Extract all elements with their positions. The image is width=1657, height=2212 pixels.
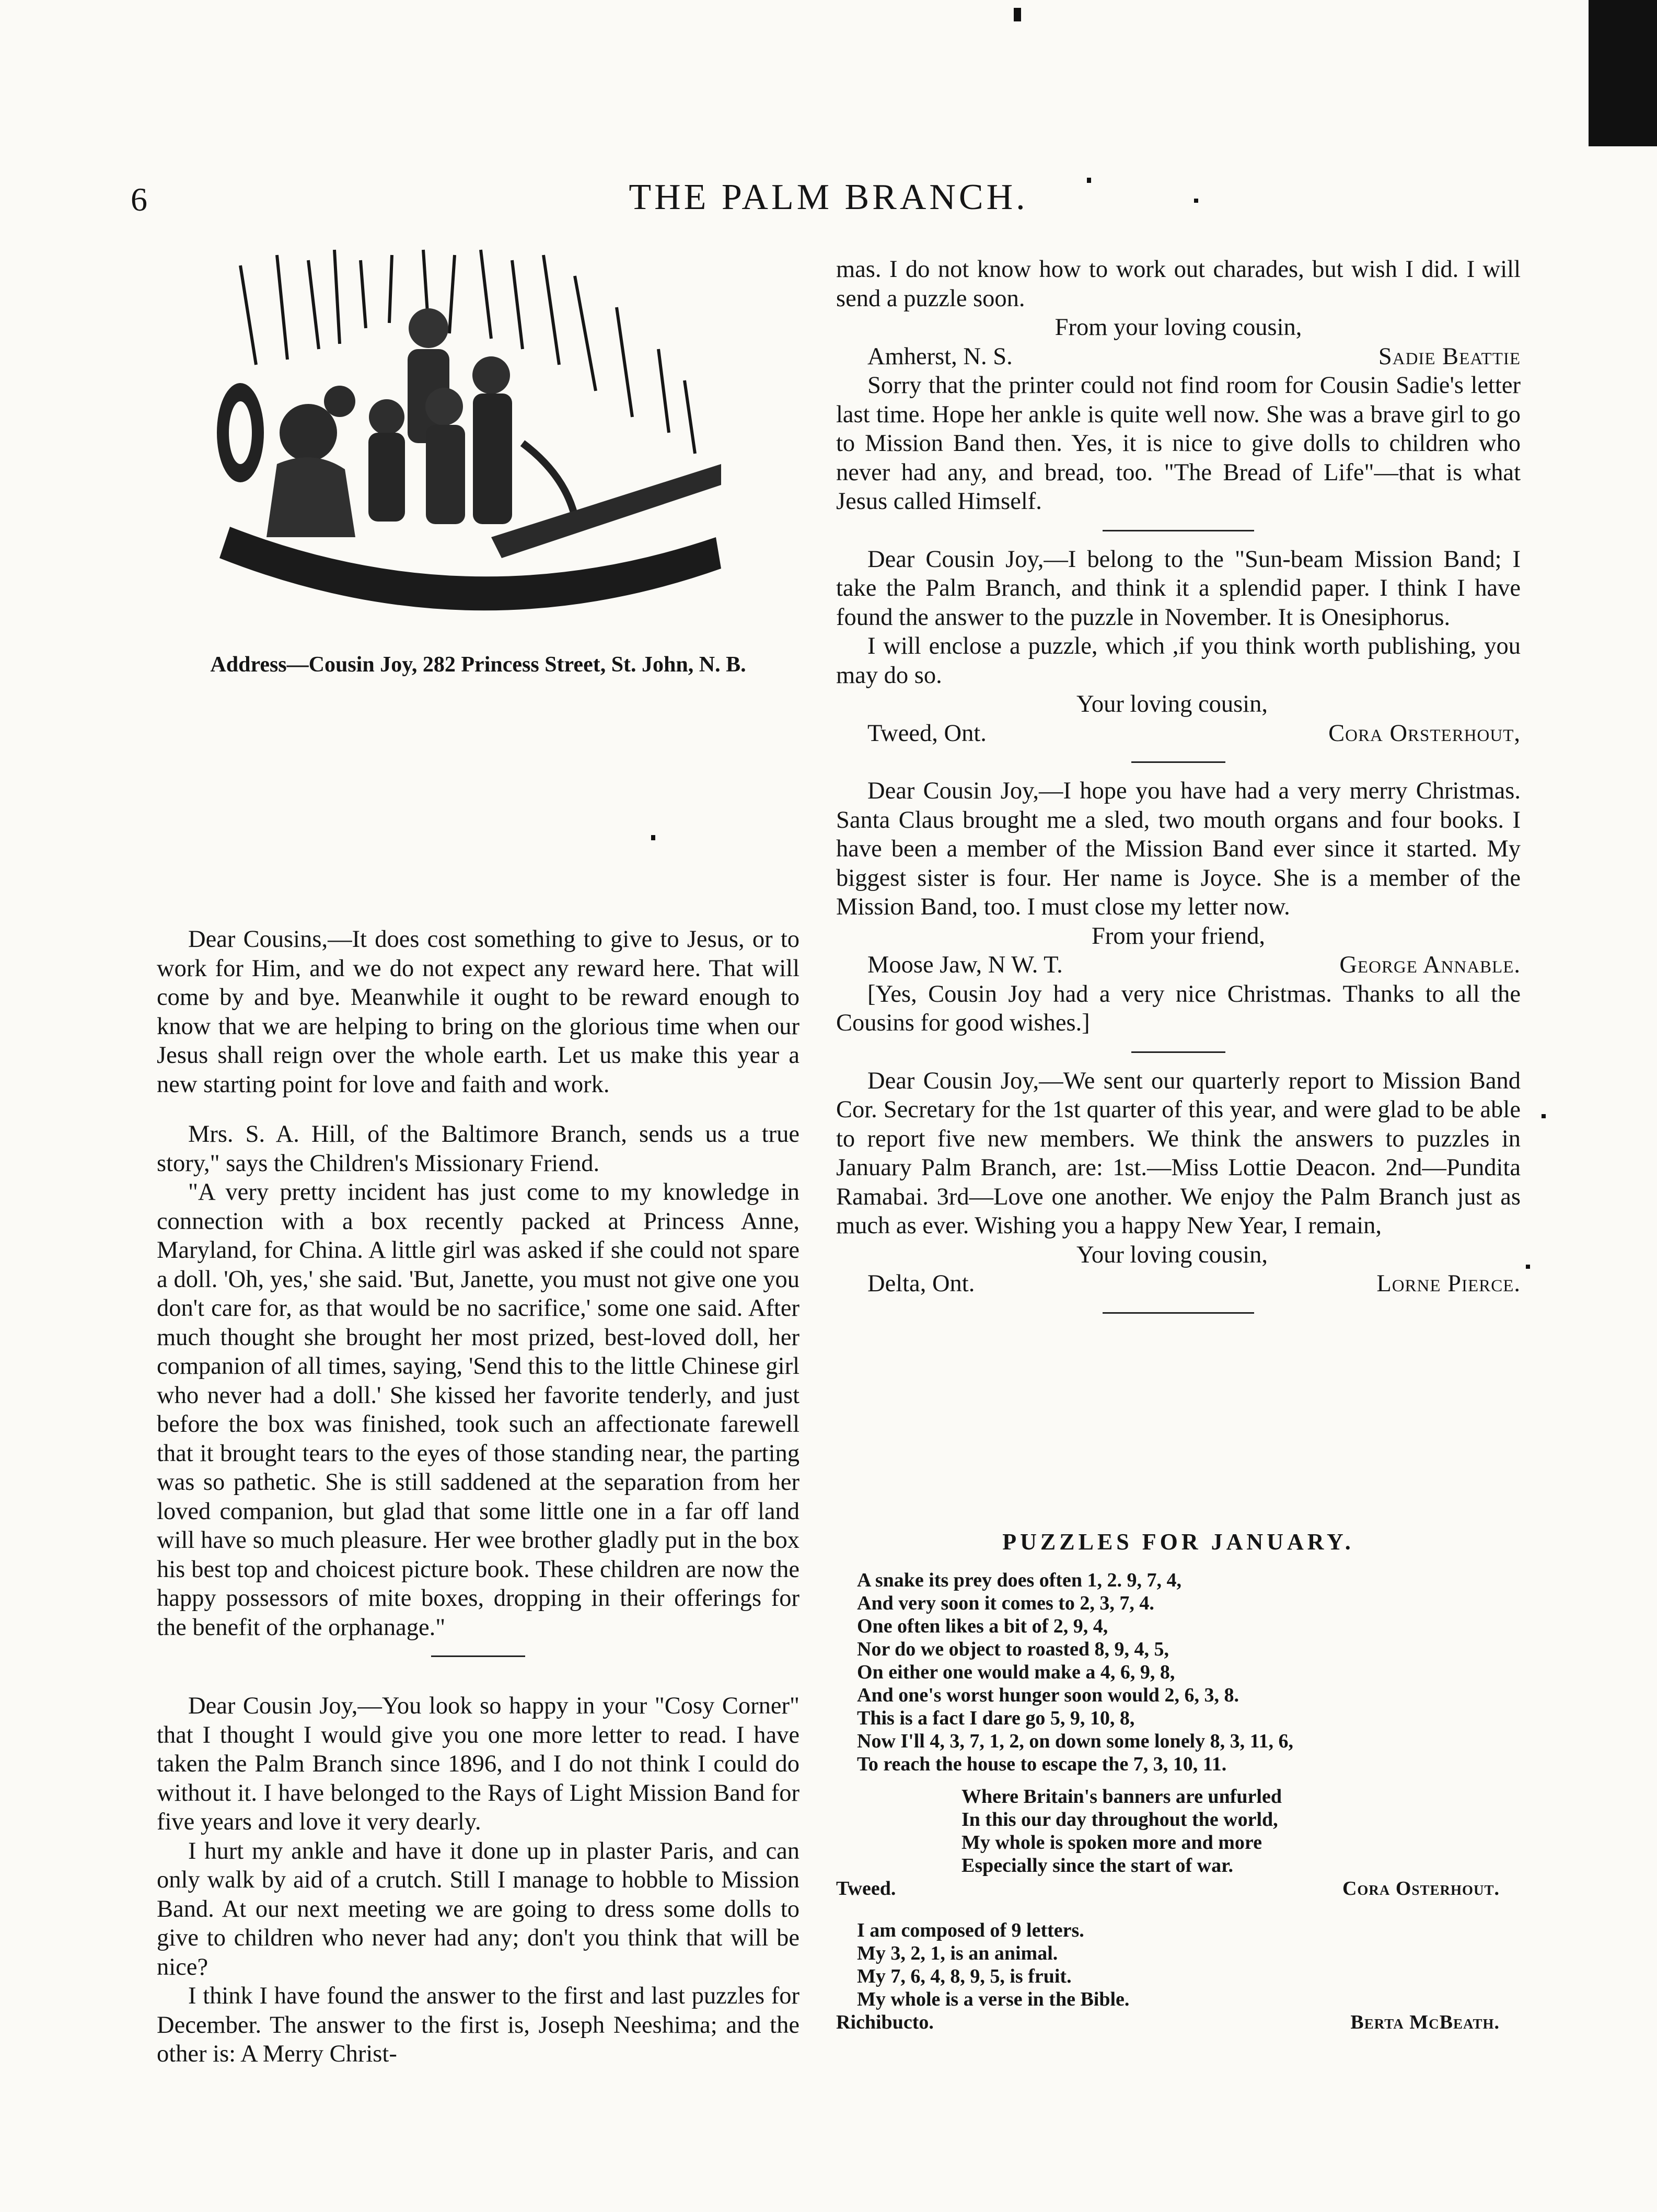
puzzle-verse-line: In this our day throughout the world, [961, 1809, 1278, 1831]
george-letter: Dear Cousin Joy,—I hope you have had a very merry Christmas. Santa Claus brought me a sled, two mouth organs and four books. I have been a member of the Mission Band ever since it started. My biggest sister is four. Her name is Joyce. She is a member of the Mission Band, too. I must close my letter now. [836, 778, 1521, 920]
address-caption: Address—Cousin Joy, 282 Princess Street, St. John, N. B. [210, 653, 746, 677]
puzzle-line: Now I'll 4, 3, 7, 1, 2, on down some lonely 8, 3, 11, 6, [857, 1730, 1294, 1752]
puzzle-line: On either one would make a 4, 6, 9, 8, [857, 1661, 1175, 1683]
masthead-title: THE PALM BRANCH. [629, 177, 1028, 217]
signature-name: Cora Osterhout. [1342, 1878, 1500, 1900]
signature-place: Delta, Ont. [867, 1270, 975, 1297]
story-body: "A very pretty incident has just come to my knowledge in connection with a box recently packed at Princess Anne, Maryland, for China. A little girl was asked if she could not spare a doll. 'Oh, yes,' she said. 'But, Janette, you must not give one you don't care for, as that would be no sacrifice,' some one said. After much thought she brought her most prized, best-loved doll, her companion of all times, saying, 'Send this to the little Chinese girl who never had a doll.' She kissed her favorite tenderly, and just before the box was finished, took such an affectionate farewell that it brought tears to the eyes of those standing near, the parting was so pathetic. She is still saddened at the separation from her loved companion, but glad that some little one in a far off land will have so much pleasure. Her wee brother gladly put in the box his best top and choicest picture book. These children are now the happy possessors of mite boxes, dropping in their offerings for the benefit of the orphanage." [157, 1179, 799, 1641]
puzzle2-signature [836, 2011, 1521, 2034]
banner [219, 527, 721, 610]
puzzle-line: My 3, 2, 1, is an animal. [857, 1942, 1058, 1964]
left-column [157, 925, 799, 2069]
george-closing: From your friend, [1092, 922, 1265, 949]
signature-place: Richibucto. [836, 2011, 934, 2033]
signature-name: Lorne Pierce. [1376, 1270, 1521, 1297]
page-number: 6 [131, 181, 147, 218]
scan-speck [651, 835, 655, 840]
puzzle-line: This is a fact I dare go 5, 9, 10, 8, [857, 1707, 1135, 1729]
cora-letter-p2: I will enclose a puzzle, which ,if you think worth publishing, you may do so. [836, 633, 1521, 689]
lorne-signature [836, 1269, 1521, 1299]
sadie-letter-p1: Dear Cousin Joy,—You look so happy in your "Cosy Corner" that I thought I would give you one more letter to read. I have taken the Palm Branch since 1896, and I do not think I could do without it. I have belonged to the Rays of Light Mission Band for five years and love it very dearly. [157, 1693, 799, 1835]
editor-intro: Dear Cousins,—It does cost something to give to Jesus, or to work for Him, and we do not expect any reward here. That will come by and bye. Meanwhile it ought to be reward enough to know that we are helping to bring on the glorious time when our Jesus shall reign over the whole earth. Let us make this year a new starting point for love and faith and work. [157, 926, 799, 1098]
signature-place: Amherst, N. S. [867, 343, 1013, 370]
puzzle-line: And very soon it comes to 2, 3, 7, 4. [857, 1592, 1154, 1614]
puzzle-line: My 7, 6, 4, 8, 9, 5, is fruit. [857, 1965, 1072, 1987]
signature-place: Moose Jaw, N W. T. [867, 952, 1063, 978]
signature-name: Cora Orsterhout, [1328, 720, 1521, 747]
george-signature [836, 951, 1521, 980]
signature-name: Berta McBeath. [1350, 2011, 1500, 2033]
puzzle-line: To reach the house to escape the 7, 3, 10, 11. [857, 1753, 1227, 1775]
scan-speck [1542, 1114, 1546, 1118]
separator-rule [1131, 1051, 1225, 1053]
cosy-corner-illustration [199, 245, 742, 652]
sadie-letter-p3: I think I have found the answer to the first and last puzzles for December. The answer to the first is, Joseph Neeshima; and the other is: A Merry Christ- [157, 1983, 799, 2067]
separator-rule [431, 1655, 525, 1657]
signature-name: George Annable. [1339, 952, 1521, 978]
puzzle-line: I am composed of 9 letters. [857, 1919, 1084, 1941]
sadie-signature [836, 342, 1521, 372]
figure-child [472, 356, 510, 394]
separator-rule [1131, 761, 1225, 763]
scan-mark-top [1014, 8, 1021, 21]
puzzle1-signature [836, 1877, 1521, 1900]
puzzles-title: PUZZLES FOR JANUARY. [1002, 1529, 1354, 1555]
right-column [836, 255, 1521, 1327]
editor-reply: Sorry that the printer could not find room for Cousin Sadie's letter last time. Hope her ankle is quite well now. She was a brave girl to go to Mission Band then. Yes, it is nice to give dolls to children who never had any, and bread, too. "The Bread of Life"—that is what Jesus called Himself. [836, 372, 1521, 515]
figure-child [425, 388, 463, 425]
cora-letter-p1: Dear Cousin Joy,—I belong to the "Sun-beam Mission Band; I take the Palm Branch, and think it a splendid paper. I think I have found the answer to the puzzle in November. It is Onesiphorus. [836, 546, 1521, 631]
puzzle-line: A snake its prey does often 1, 2. 9, 7, 4, [857, 1569, 1182, 1591]
puzzle-verse-line: Especially since the start of war. [961, 1855, 1233, 1877]
puzzle-verse-line: My whole is spoken more and more [961, 1832, 1262, 1854]
puzzle-verse-line: Where Britain's banners are unfurled [961, 1786, 1282, 1808]
figure-child [409, 308, 448, 348]
signature-name: Sadie Beattie [1378, 343, 1521, 370]
editor-reply-george: [Yes, Cousin Joy had a very nice Christmas. Thanks to all the Cousins for good wishes.] [836, 980, 1521, 1036]
sadie-letter-p2: I hurt my ankle and have it done up in plaster Paris, and can only walk by aid of a crutch. Still I manage to hobble to Mission Band. At our next meeting we are going to dress some dolls to give to children who never had any; don't you think that will be nice? [157, 1837, 799, 1981]
sadie-letter-continued: mas. I do not know how to work out charades, but wish I did. I will send a puzzle soon. [836, 256, 1521, 312]
cora-closing: Your loving cousin, [1076, 691, 1268, 717]
cora-signature [836, 719, 1521, 748]
signature-place: Tweed. [836, 1878, 896, 1900]
puzzles-section [836, 1528, 1521, 2034]
figure-woman [280, 404, 337, 461]
puzzle-line: My whole is a verse in the Bible. [857, 1988, 1130, 2010]
sadie-closing: From your loving cousin, [1055, 314, 1302, 341]
lorne-letter: Dear Cousin Joy,—We sent our quarterly report to Mission Band Cor. Secretary for the 1st quarter of this year, and were glad to be able to report five new members. We think the answers to puzzles in January Palm Branch, are: 1st.—Miss Lottie Deacon. 2nd—Pundita Ramabai. 3rd—Love one another. We enjoy the Palm Branch just as much as ever. Wishing you a happy New Year, I remain, [836, 1067, 1521, 1239]
scan-edge-right [1589, 0, 1657, 146]
separator-rule [1103, 1312, 1254, 1314]
puzzle-line: One often likes a bit of 2, 9, 4, [857, 1615, 1108, 1637]
puzzle-line: And one's worst hunger soon would 2, 6, 3, 8. [857, 1684, 1239, 1706]
story-intro: Mrs. S. A. Hill, of the Baltimore Branch, sends us a true story," says the Children's Missionary Friend. [157, 1121, 799, 1177]
puzzle-line: Nor do we object to roasted 8, 9, 4, 5, [857, 1638, 1169, 1660]
separator-rule [1103, 530, 1254, 531]
signature-place: Tweed, Ont. [867, 720, 987, 747]
lorne-closing: Your loving cousin, [1076, 1241, 1268, 1268]
scan-speck [1526, 1265, 1530, 1269]
figure-child [324, 386, 355, 417]
figure-child [369, 399, 404, 435]
